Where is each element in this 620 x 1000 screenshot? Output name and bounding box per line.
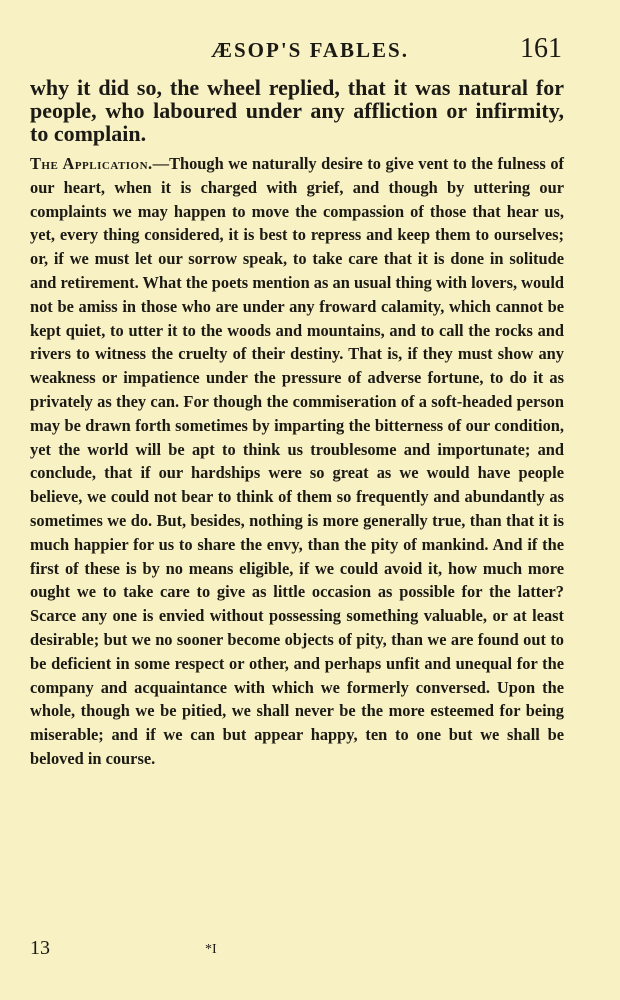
application-text: —Though we naturally desire to give vent to the fulness of our heart, when it is charged with grief, and though by uttering our complaints we may happen to move the compassion of those that hear us, yet, every thing considered, it is best to repress and keep them to ourselves; or, if we must let our sorrow speak, to take care that it is done in solitude and retirement. What the poets mention as an usual thing with lovers, would not be amiss in those who are under any froward calamity, which cannot be kept quiet, to utter it to the woods and mountains, and to call the rocks and rivers to witness the cruelty of their destiny. That is, if they must show any weakness or impatience under the pressure of adverse fortune, to do it as privately as they can. For though the commiseration of a soft-headed person may be drawn forth sometimes by imparting the bitterness of our condition, yet the world will be apt to think us troublesome and importunate; and conclude, that if our hardships were so great as we would have people believe, we could not bear to think of them so frequently and abundantly as sometimes we do. But, besides, nothing is more generally true, than that it is much happier for us to share the envy, than the pity of mankind. And if the first of these is by no means eligible, if we could avoid it, how much more ought we to take care to give as little occasion as possible for the latter? Scarce any one is envied without possessing something valuable, or at least desirable; but we no sooner become objects of pity, than we are found out to be deficient in some respect or other, and perhaps unfit and unequal for the company and acquaintance with which we formerly conversed. Upon the whole, though we be pitied, we shall never be the more esteemed for being miserable; and if we can but appear happy, ten to one but we shall be beloved in course.	[30, 154, 565, 768]
running-title: ÆSOP'S FABLES.	[211, 38, 409, 62]
page-number: 161	[520, 33, 562, 64]
fable-ending-paragraph: why it did so, the wheel replied, that it was natural for people, who laboured under any affliction or infirmity, to complain.	[30, 75, 564, 146]
printer-signature-mark: 13	[30, 937, 50, 959]
application-paragraph	[30, 152, 564, 771]
printer-signature-mark-secondary: *I	[205, 942, 217, 957]
application-heading: The Application.	[30, 154, 153, 173]
